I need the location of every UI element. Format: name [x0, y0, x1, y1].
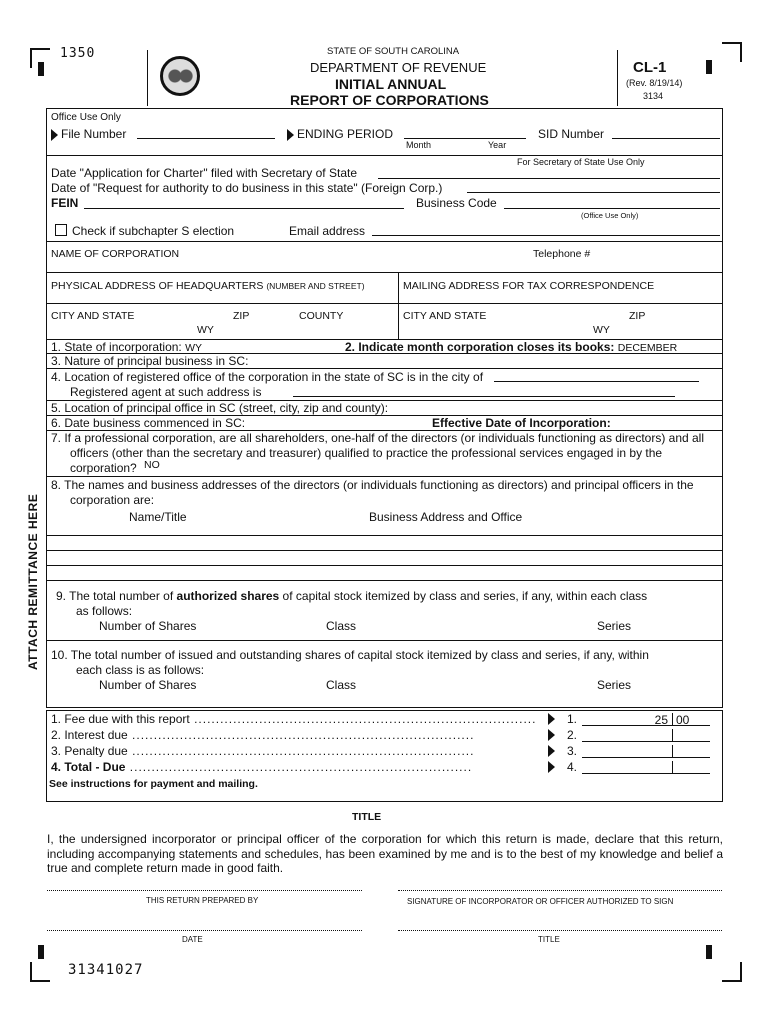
fee-line-number: 2. [567, 728, 578, 742]
fee-label: 1. Fee due with this report ............................................................................... [51, 713, 537, 725]
divider [47, 241, 722, 242]
charter-date-field[interactable] [378, 178, 720, 179]
series-header: Series [597, 678, 632, 692]
fee-label: 2. Interest due ............................................................................... [51, 729, 475, 741]
sos-use-label: For Secretary of State Use Only [517, 157, 645, 167]
item-4: 4. Location of registered office of the corporation in the state of SC is in the city of [51, 370, 484, 384]
preparer-label: THIS RETURN PREPARED BY [146, 896, 259, 905]
ending-period-field[interactable] [404, 138, 526, 139]
class-header: Class [326, 619, 357, 633]
divider [147, 50, 148, 106]
series-header: Series [597, 619, 632, 633]
ending-period-label: ENDING PERIOD [287, 128, 393, 141]
divider [617, 50, 618, 106]
item-2: 2. Indicate month corporation closes its books: DECEMBER [345, 340, 678, 354]
zip-label: ZIP [233, 310, 250, 322]
item-8: 8. The names and business addresses of the directors (or individuals functioning as directors) and principal officers in the [51, 478, 694, 492]
fee-label: 4. Total - Due ............................................................................... [51, 761, 473, 773]
subchapter-s-label: Check if subchapter S election [72, 224, 235, 238]
corporation-name-label: NAME OF CORPORATION [51, 248, 180, 260]
class-header: Class [326, 678, 357, 692]
state-name: STATE OF SOUTH CAROLINA [327, 46, 460, 57]
fee-cents[interactable]: 00 [676, 713, 690, 727]
file-number-label: File Number [51, 128, 126, 141]
fee-dollars[interactable]: 25 [654, 713, 668, 727]
divider [47, 476, 722, 477]
name-title-header: Name/Title [129, 510, 187, 524]
cents-divider [672, 713, 673, 726]
form-number: 3134 [643, 91, 664, 101]
registration-mark [706, 60, 712, 74]
form-id: CL-1 [633, 59, 667, 76]
subchapter-s-checkbox[interactable] [55, 224, 67, 236]
signature-label: SIGNATURE OF INCORPORATOR OR OFFICER AUTHORIZED TO SIGN [407, 897, 674, 906]
arrow-icon [548, 729, 555, 741]
charter-date-label: Date "Application for Charter" filed with Secretary of State [51, 166, 357, 180]
professional-corp-answer[interactable]: NO [144, 459, 160, 471]
mailing-zip-label: ZIP [629, 310, 646, 322]
payment-instructions-note: See instructions for payment and mailing. [49, 778, 258, 790]
fee-amount-field[interactable] [582, 741, 710, 742]
registered-agent-label: Registered agent at such address is [70, 385, 262, 399]
form-code-top: 1350 [60, 46, 96, 61]
item-7-text: corporation? [70, 461, 137, 475]
cents-divider [672, 729, 673, 742]
item-5: 5. Location of principal office in SC (street, city, zip and county): [51, 401, 389, 415]
state-seal-logo [160, 56, 200, 96]
item-9: 9. The total number of authorized shares of capital stock itemized by class and series, if any, within each class [56, 589, 648, 603]
item-10: 10. The total number of issued and outstanding shares of capital stock itemized by class and series, if any, within [51, 648, 649, 662]
authority-date-field[interactable] [467, 192, 720, 193]
title-field[interactable] [398, 930, 722, 931]
registration-mark [706, 945, 712, 959]
affidavit-title: TITLE [352, 811, 382, 823]
item-6: 6. Date business commenced in SC: [51, 416, 246, 430]
attach-remittance-label: ATTACH REMITTANCE HERE [26, 493, 40, 670]
registration-mark [722, 962, 742, 982]
year-label: Year [488, 140, 507, 150]
fee-line-number: 3. [567, 744, 578, 758]
cents-divider [672, 745, 673, 758]
registration-mark [30, 962, 50, 982]
closing-month-value[interactable]: DECEMBER [617, 342, 678, 354]
sid-number-field[interactable] [612, 138, 720, 139]
form-title-line1: INITIAL ANNUAL [335, 76, 447, 92]
revision-date: (Rev. 8/19/14) [626, 78, 683, 88]
form-code-bottom: 31341027 [68, 962, 144, 978]
item-9-text: as follows: [76, 604, 133, 618]
fee-amount-field[interactable] [582, 757, 710, 758]
telephone-label: Telephone # [533, 248, 591, 260]
divider [47, 303, 722, 304]
office-use-label: Office Use Only [51, 112, 121, 123]
preparer-field[interactable] [47, 890, 362, 891]
registered-office-city-field[interactable] [494, 381, 699, 382]
effective-date-label: Effective Date of Incorporation: [432, 416, 611, 430]
form-title-line2: REPORT OF CORPORATIONS [290, 92, 489, 108]
fee-line-number: 4. [567, 760, 578, 774]
item-8-text: corporation are: [70, 493, 155, 507]
office-only-note: (Office Use Only) [581, 211, 639, 220]
arrow-icon [548, 745, 555, 757]
divider [47, 368, 722, 369]
item-3: 3. Nature of principal business in SC: [51, 354, 249, 368]
signature-field[interactable] [398, 890, 722, 891]
mailing-address-label: MAILING ADDRESS FOR TAX CORRESPONDENCE [403, 280, 655, 292]
department-name: DEPARTMENT OF REVENUE [310, 60, 487, 75]
title-label: TITLE [538, 935, 560, 944]
registered-agent-field[interactable] [293, 396, 675, 397]
divider [47, 272, 722, 273]
city-state-label: CITY AND STATE [51, 310, 135, 322]
officer-row[interactable] [47, 580, 722, 581]
sid-number-label: SID Number [538, 127, 605, 141]
arrow-icon [548, 713, 555, 725]
authority-date-label: Date of "Request for authority to do business in this state" (Foreign Corp.) [51, 181, 443, 195]
fein-label: FEIN [51, 196, 79, 210]
physical-address-label: PHYSICAL ADDRESS OF HEADQUARTERS (NUMBER AND STREET) [51, 280, 365, 292]
arrow-icon [548, 761, 555, 773]
officer-row[interactable] [47, 535, 722, 536]
arrow-icon [51, 129, 58, 141]
file-number-field[interactable] [137, 138, 275, 139]
divider [398, 272, 399, 339]
email-field[interactable] [372, 235, 720, 236]
item-10-text: each class is as follows: [76, 663, 205, 677]
shares-header: Number of Shares [99, 678, 197, 692]
date-label: DATE [182, 935, 203, 944]
business-code-field[interactable] [504, 208, 720, 209]
mailing-city-state-label: CITY AND STATE [403, 310, 487, 322]
mailing-city-state-value[interactable]: WY [593, 324, 610, 336]
business-address-header: Business Address and Office [369, 510, 523, 524]
state-of-incorporation-value[interactable]: WY [185, 342, 203, 354]
officer-row[interactable] [47, 550, 722, 551]
registration-mark [38, 62, 44, 76]
arrow-icon [287, 129, 294, 141]
email-label: Email address [289, 224, 366, 238]
county-label: COUNTY [299, 310, 344, 322]
item-1: 1. State of incorporation: WY [51, 340, 203, 354]
business-code-label: Business Code [416, 196, 497, 210]
cents-divider [672, 761, 673, 774]
fein-field[interactable] [84, 208, 404, 209]
divider [47, 640, 722, 641]
officer-row[interactable] [47, 565, 722, 566]
date-field[interactable] [47, 930, 362, 931]
item-7-text: officers (other than the secretary and treasurer) qualified to practice the professional services engaged in by the [70, 446, 663, 460]
fee-line-number: 1. [567, 712, 578, 726]
item-7: 7. If a professional corporation, are all shareholders, one-half of the directors (or individuals functioning as directors) and all [51, 431, 705, 445]
month-label: Month [406, 140, 432, 150]
fee-label: 3. Penalty due ............................................................................... [51, 745, 475, 757]
fee-amount-field[interactable] [582, 773, 710, 774]
shares-header: Number of Shares [99, 619, 197, 633]
registration-mark [722, 42, 742, 62]
registration-mark [38, 945, 44, 959]
affidavit-text: I, the undersigned incorporator or principal officer of the corporation for which this return is made, declare that this return, including accompanying statements and schedules, has been examined by me and is to the best of my knowledge and belief a true and complete return made in good faith. [47, 832, 723, 875]
city-state-value[interactable]: WY [197, 324, 214, 336]
